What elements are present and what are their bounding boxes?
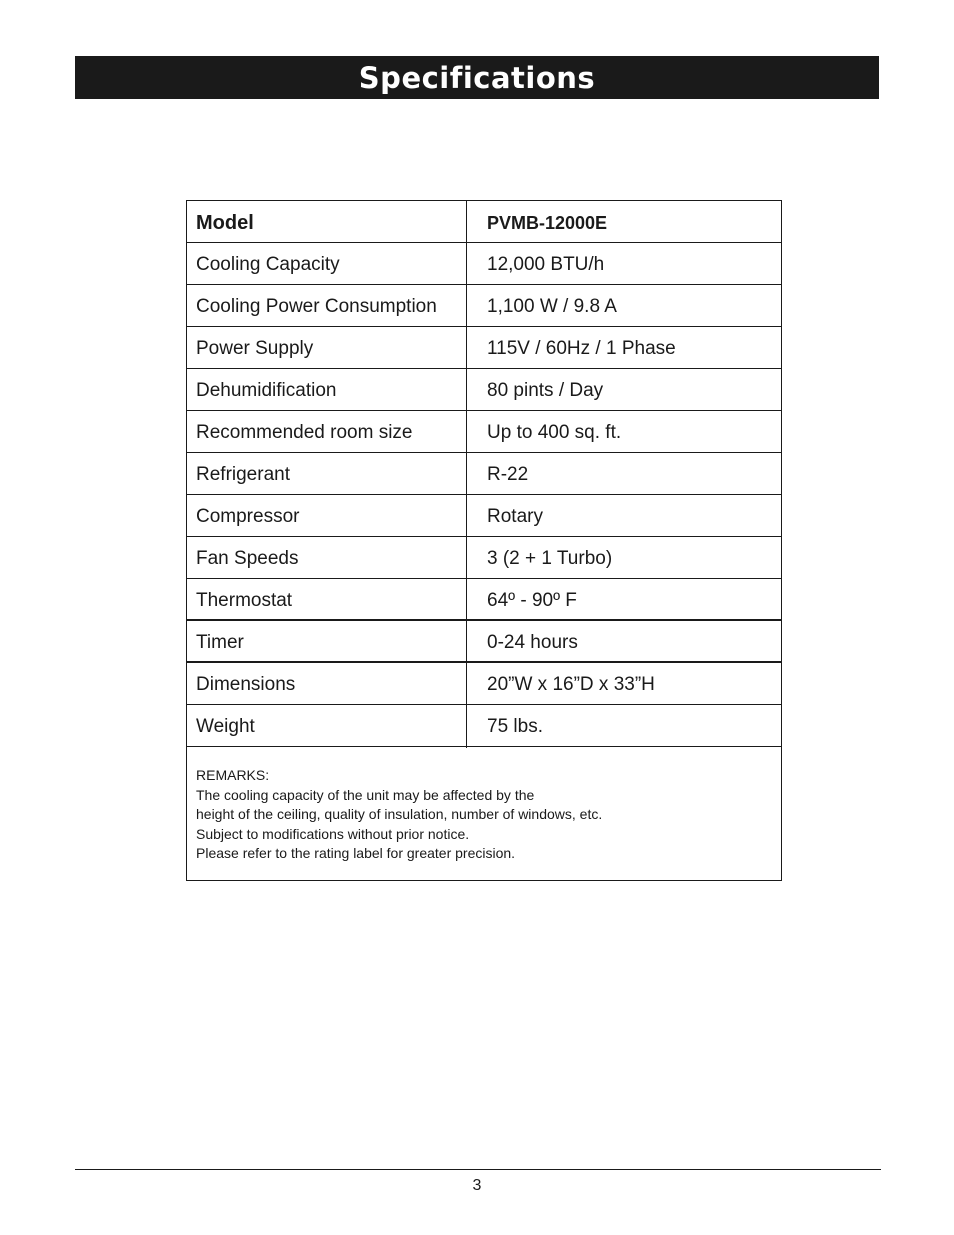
spec-label: Dimensions	[196, 674, 296, 695]
spec-label: Timer	[196, 632, 244, 653]
spec-label: Model	[196, 212, 254, 234]
spec-value: 20”W x 16”D x 33”H	[487, 674, 655, 695]
table-row	[187, 621, 781, 663]
remarks-heading: REMARKS:	[196, 767, 270, 783]
spec-label: Fan Speeds	[196, 548, 299, 569]
spec-value: 3 (2 + 1 Turbo)	[487, 548, 613, 569]
spec-value: Up to 400 sq. ft.	[487, 422, 622, 443]
spec-value: 80 pints / Day	[487, 380, 604, 401]
spec-label: Compressor	[196, 506, 300, 527]
specifications-table	[186, 200, 782, 881]
spec-value: R-22	[487, 464, 529, 485]
page-number: 3	[472, 1177, 482, 1194]
table-row	[187, 663, 781, 705]
spec-value: 0-24 hours	[487, 632, 578, 653]
spec-label: Weight	[196, 716, 255, 737]
spec-label: Thermostat	[196, 590, 293, 611]
spec-label: Dehumidification	[196, 380, 337, 401]
table-row	[187, 369, 781, 411]
remarks-line: height of the ceiling, quality of insulation, number of windows, etc.	[196, 806, 603, 823]
table-row	[187, 705, 781, 747]
remarks-line: Subject to modifications without prior notice.	[196, 825, 470, 842]
spec-value: Rotary	[487, 506, 543, 527]
spec-label: Cooling Power Consumption	[196, 296, 437, 317]
footer-divider	[75, 1169, 881, 1170]
page-title: Specifications	[358, 60, 596, 95]
table-row	[187, 453, 781, 495]
spec-label: Power Supply	[196, 338, 314, 359]
table-row	[187, 243, 781, 285]
spec-value: 64º - 90º F	[487, 590, 577, 611]
table-row	[187, 411, 781, 453]
title-bar	[75, 56, 879, 99]
table-row	[187, 495, 781, 537]
remarks-block	[196, 766, 766, 864]
table-row	[187, 285, 781, 327]
spec-label: Refrigerant	[196, 464, 290, 485]
spec-value: 75 lbs.	[487, 716, 543, 737]
remarks-line: The cooling capacity of the unit may be affected by the	[196, 786, 535, 803]
spec-value: 115V / 60Hz / 1 Phase	[487, 338, 676, 359]
table-row	[187, 537, 781, 579]
spec-label: Cooling Capacity	[196, 254, 340, 275]
table-row	[187, 579, 781, 621]
spec-value: 12,000 BTU/h	[487, 254, 605, 275]
spec-value: PVMB-12000E	[487, 213, 608, 233]
table-row-model	[187, 201, 781, 243]
remarks-line: Please refer to the rating label for greater precision.	[196, 845, 516, 862]
spec-value: 1,100 W / 9.8 A	[487, 296, 617, 317]
spec-label: Recommended room size	[196, 422, 413, 443]
table-row	[187, 327, 781, 369]
